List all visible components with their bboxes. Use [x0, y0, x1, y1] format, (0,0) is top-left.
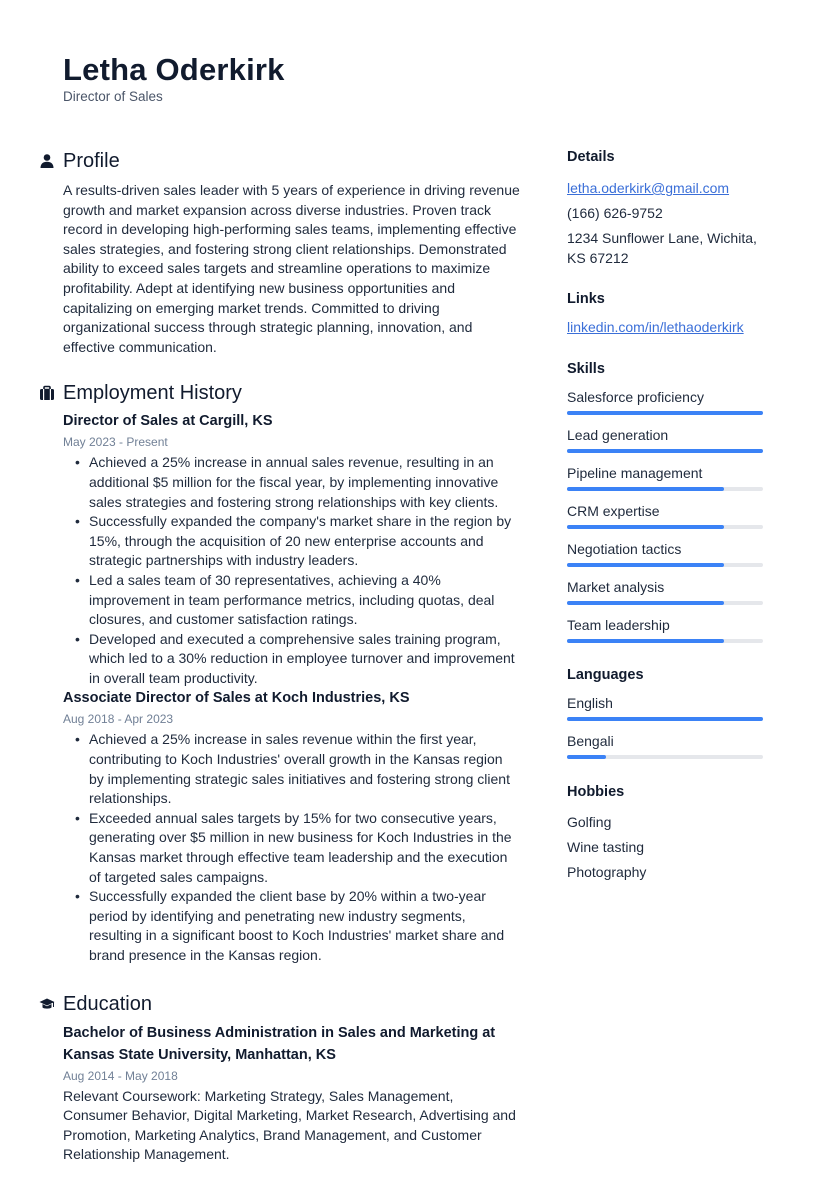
job-dates: May 2023 - Present: [63, 435, 168, 450]
profile-section: [63, 148, 521, 357]
job-bullet: • Achieved a 25% increase in sales revenue within the first year, contributing to Koch Industries' overall growth in the Kansas region by implementing strategic sales initiatives and fostering strong client relationships.: [63, 730, 521, 808]
hobby-item: Photography: [567, 864, 647, 881]
languages-section: [567, 665, 767, 769]
language-item: [567, 693, 767, 731]
skill-level-bar: [567, 639, 763, 643]
profile-heading-label: Profile: [63, 150, 120, 172]
job-entry: [63, 688, 521, 965]
job-dates: Aug 2018 - Apr 2023: [63, 712, 174, 727]
skill-level-bar: [567, 525, 763, 529]
skill-name: Negotiation tactics: [567, 541, 682, 558]
skill-name: Pipeline management: [567, 465, 703, 482]
graduation-cap-icon: [39, 996, 55, 1012]
job-title: Director of Sales at Cargill, KS: [63, 413, 273, 430]
skill-level-bar: [567, 563, 763, 567]
education-dates: Aug 2014 - May 2018: [63, 1068, 178, 1083]
briefcase-icon: [39, 385, 55, 401]
language-level-fill: [567, 717, 763, 721]
job-bullet: • Led a sales team of 30 representatives, achieving a 40% improvement in team performance metrics, including quotas, deal closures, and customer satisfaction ratings.: [63, 571, 521, 630]
skill-level-fill: [567, 487, 724, 491]
job-title: Associate Director of Sales at Koch Industries, KS: [63, 690, 410, 707]
sidebar-column: [567, 147, 767, 885]
job-bullets: [63, 453, 521, 688]
skill-level-bar: [567, 449, 763, 453]
skill-level-bar: [567, 411, 763, 415]
employment-heading: [63, 380, 521, 406]
skill-item: [567, 615, 767, 653]
main-column: [63, 148, 521, 1165]
candidate-title: Director of Sales: [63, 89, 163, 104]
language-name: Bengali: [567, 733, 614, 750]
skill-level-fill: [567, 639, 724, 643]
skill-item: [567, 387, 767, 425]
details-section: [567, 147, 767, 268]
phone-number: (166) 626-9752: [567, 205, 663, 221]
skill-level-fill: [567, 411, 763, 415]
skill-level-fill: [567, 601, 724, 605]
profile-summary: A results-driven sales leader with 5 years of experience in driving revenue growth and market expansion across diverse industries. Proven track record in developing high-performing sales teams, implementing effective sales strategies, and fostering strong client relationships. Demonstrated ability to exceed sales targets and streamline operations to maximize profitability. Adept at identifying new business opportunities and capitalizing on emerging market trends. Committed to driving organizational success through strategic planning, innovation, and effective communication.: [63, 182, 520, 355]
job-bullet: • Successfully expanded the company's market share in the region by 15%, through the acquisition of 20 new enterprise accounts and strategic partnerships with industry leaders.: [63, 512, 521, 571]
skill-name: Salesforce proficiency: [567, 389, 704, 406]
education-heading: [63, 991, 521, 1017]
skill-item: [567, 463, 767, 501]
skills-heading: Skills: [567, 361, 605, 378]
skill-name: Lead generation: [567, 427, 669, 444]
education-heading-label: Education: [63, 992, 152, 1015]
job-bullet: • Exceeded annual sales targets by 15% for two consecutive years, generating over $5 million in new business for Koch Industries in the Kansas market through effective team leadership and the execution of targeted sales campaigns.: [63, 809, 521, 887]
skill-item: [567, 539, 767, 577]
language-level-bar: [567, 717, 763, 721]
degree-title: Bachelor of Business Administration in Sales and Marketing at Kansas State University, Manhattan, KS: [63, 1024, 496, 1063]
skill-name: Market analysis: [567, 579, 665, 596]
skill-name: Team leadership: [567, 617, 670, 634]
skill-item: [567, 425, 767, 463]
candidate-name: Letha Oderkirk: [63, 52, 285, 87]
job-bullet: • Achieved a 25% increase in annual sales revenue, resulting in an additional $5 million for the fiscal year, by implementing innovative sales strategies and fostering strong relationships with key clients.: [63, 453, 521, 512]
address: 1234 Sunflower Lane, Wichita, KS 67212: [567, 230, 757, 266]
skill-level-fill: [567, 525, 724, 529]
language-level-bar: [567, 755, 763, 759]
skill-item: [567, 501, 767, 539]
job-bullet: • Successfully expanded the client base by 20% within a two-year period by identifying and penetrating new industry segments, resulting in a significant boost to Koch Industries' market share and brand presence in the Kansas region.: [63, 887, 521, 965]
skills-section: [567, 359, 767, 653]
person-icon: [39, 153, 55, 169]
skill-item: [567, 577, 767, 615]
employment-section: [63, 380, 521, 965]
details-heading: Details: [567, 149, 615, 165]
language-level-fill: [567, 755, 606, 759]
skills-list: [567, 387, 767, 653]
hobbies-section: [567, 782, 767, 885]
job-bullets: [63, 730, 521, 965]
employment-heading-label: Employment History: [63, 382, 242, 405]
skill-level-bar: [567, 487, 763, 491]
job-entry: [63, 411, 521, 688]
email-link[interactable]: letha.oderkirk@gmail.com: [567, 180, 730, 196]
education-section: [63, 991, 521, 1165]
hobbies-heading: Hobbies: [567, 784, 625, 801]
skill-name: CRM expertise: [567, 503, 660, 520]
profile-heading: [63, 148, 521, 174]
skill-level-fill: [567, 563, 724, 567]
skill-level-bar: [567, 601, 763, 605]
job-bullet: • Developed and executed a comprehensive sales training program, which led to a 30% reduction in employee turnover and improvement in overall team productivity.: [63, 630, 521, 689]
resume-header: [63, 52, 285, 106]
skill-level-fill: [567, 449, 763, 453]
linkedin-link[interactable]: linkedin.com/in/lethaoderkirk: [567, 319, 744, 336]
education-coursework: Relevant Coursework: Marketing Strategy, Sales Management, Consumer Behavior, Digital Marketing, Market Research, Advertising and Promotion, Marketing Analytics, Brand Management, and Customer Relationship Management.: [63, 1087, 516, 1163]
hobby-item: Golfing: [567, 814, 612, 831]
language-item: [567, 731, 767, 769]
links-section: [567, 289, 767, 337]
hobby-item: Wine tasting: [567, 839, 645, 856]
language-name: English: [567, 695, 613, 712]
links-heading: Links: [567, 291, 605, 308]
languages-heading: Languages: [567, 667, 644, 684]
